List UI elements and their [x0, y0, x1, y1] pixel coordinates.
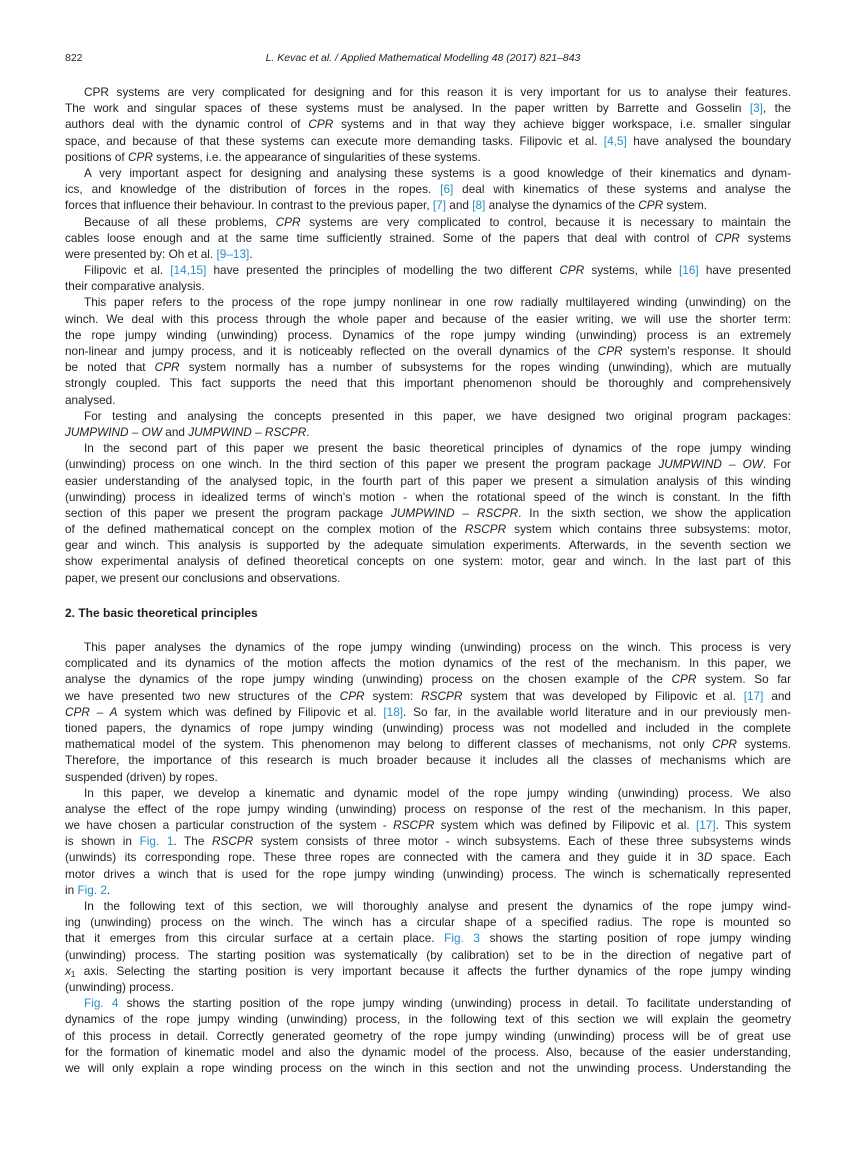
- text-line: we have presented two new structures of the CPR system: RSCPR system that was developed by Filipovic et al. [17] and: [65, 688, 791, 703]
- italic-term: RSCPR: [421, 688, 463, 703]
- text-line: (unwinding) process on one winch. In the third section of this paper we present the program package JUMPWIND – OW. For: [65, 457, 791, 472]
- text-line: for the formation of kinematic model and also the dynamic model of the process. Also, because of the easier understanding,: [65, 1044, 791, 1059]
- text-line: non-linear and jumpy process, and it is noticeably reflected on the overall dynamics of the CPR system's response. It should: [65, 344, 792, 358]
- citation-link[interactable]: Fig. 2: [77, 882, 107, 897]
- italic-term: CPR: [559, 263, 585, 278]
- paragraph: [65, 84, 791, 165]
- text-line: (unwinding) process in idealized terms of winch's motion - when the rotational speed of the winch is constant. In the fifth: [65, 489, 791, 504]
- text-line: paper, we present our conclusions and observations.: [65, 570, 341, 585]
- italic-term: RSCPR: [211, 834, 254, 849]
- italic-term: CPR – A: [65, 704, 118, 719]
- text-line: analyse the effect of the rope jumpy winding (unwinding) process on response of the rest of the mechanism. In this paper,: [65, 801, 791, 816]
- text-line: JUMPWIND – OW and JUMPWIND – RSCPR.: [65, 424, 310, 439]
- italic-term: CPR: [154, 360, 180, 375]
- text-line: For testing and analysing the concepts presented in this paper, we have designed two original program packages:: [84, 408, 791, 423]
- citation-link[interactable]: [18]: [383, 704, 404, 719]
- citation-link[interactable]: [17]: [695, 818, 716, 833]
- section-2-text: [65, 639, 791, 1076]
- text-line: This paper analyses the dynamics of the rope jumpy winding (unwinding) process on the winch. This process is very: [84, 640, 791, 654]
- citation-link[interactable]: [16]: [679, 263, 699, 278]
- paragraph: [65, 639, 791, 785]
- citation-link[interactable]: Fig. 3: [444, 931, 480, 946]
- paragraph: [65, 214, 791, 263]
- paragraph: [65, 898, 791, 995]
- text-line: dynamics of the rope jumpy winding (unwinding) process, in the following text of this section we will explain the geometry: [65, 1012, 791, 1027]
- citation-link[interactable]: Fig. 4: [84, 996, 119, 1011]
- section-heading: 2. The basic theoretical principles: [65, 606, 258, 620]
- text-line: (unwinding) process.: [65, 979, 174, 994]
- text-line: space, and because of that these systems can execute more demanding tasks. Filipovic et al. [4,5] have analysed the boundary: [65, 133, 791, 148]
- text-line: in Fig. 2.: [65, 882, 111, 897]
- italic-term: JUMPWIND – RSCPR: [390, 505, 519, 520]
- text-line: strongly coupled. This fact supports the need that this important phenomenon should be thoroughly and comprehensively: [65, 376, 791, 391]
- text-line: we have chosen a particular construction of the system - RSCPR system which was defined by Filipovic et al. [17]. This system: [65, 818, 791, 833]
- text-line: we will only explain a rope winding process on the winch in this section and not the unwinding process. Understanding the: [65, 1060, 791, 1075]
- text-line: complicated and its dynamics of the motion affects the motion dynamics of the rest of the mechanism. In this paper, we: [65, 656, 791, 671]
- text-line: Fig. 4 shows the starting position of the rope jumpy winding (unwinding) process in detail. To facilitate understanding of: [84, 996, 791, 1011]
- text-line: The work and singular spaces of these systems must be analysed. In the paper written by Barrette and Gosselin [3], the: [65, 101, 791, 116]
- text-line: of this process in detail. Correctly generated geometry of the rope jumpy winding (unwinding) process will be of great use: [65, 1028, 791, 1043]
- text-line: were presented by: Oh et al. [9–13].: [65, 246, 253, 261]
- text-line: section of this paper we present the program package JUMPWIND – RSCPR. In the sixth section, we show the application: [65, 505, 791, 520]
- text-line: is shown in Fig. 1. The RSCPR system consists of three motor - winch subsystems. Each of these three subsystems winds: [65, 834, 791, 849]
- text-line: easier understanding of the analysed topic, in the fourth part of this paper we present a simulation analysis of this winding: [65, 473, 791, 488]
- text-line: winch. We deal with this process through the whole paper and because of the easier writing, we will use the shorter term:: [65, 311, 791, 326]
- italic-term: x: [65, 963, 71, 978]
- citation-link[interactable]: [6]: [440, 182, 454, 197]
- text-line: Filipovic et al. [14,15] have presented the principles of modelling the two different CPR systems, while [16] have presented: [84, 263, 791, 278]
- subscript: 1: [70, 969, 76, 979]
- italic-term: CPR: [712, 737, 737, 752]
- paragraph: [65, 262, 791, 294]
- paragraph: [65, 294, 791, 407]
- italic-term: CPR: [638, 198, 664, 213]
- italic-term: JUMPWIND – OW: [658, 457, 763, 472]
- italic-term: CPR: [127, 149, 153, 164]
- italic-term: JUMPWIND – OW: [65, 424, 162, 439]
- italic-term: D: [703, 850, 713, 865]
- text-line: $x_1$ axis. Selecting the starting position is very important because it affects the further dynamics of the rope jumpy winding: [65, 963, 791, 979]
- paragraph: [65, 785, 791, 898]
- text-line: forces that influence their behaviour. In contrast to the previous paper, [7] and [8] analyse the dynamics of the CPR system.: [65, 198, 708, 213]
- italic-term: RSCPR: [464, 522, 507, 537]
- citation-link[interactable]: Fig. 1: [139, 834, 174, 849]
- paragraph: [65, 995, 791, 1076]
- text-line: In the following text of this section, we will thoroughly analyse and present the dynamics of the rope jumpy wind-: [84, 899, 791, 913]
- text-line: analysed.: [65, 392, 116, 407]
- text-line: ing (unwinding) process on the winch. The winch has a circular shape of a specified radius. The rope is mounted so: [65, 915, 791, 930]
- paragraph: [65, 408, 791, 440]
- italic-term: CPR: [275, 214, 301, 229]
- paragraph: [65, 440, 791, 586]
- text-line: tioned papers, the dynamics of rope jumpy winding (unwinding) process was not modelled and included in the complete: [65, 720, 791, 735]
- text-line: CPR – A system which was defined by Filipovic et al. [18]. So far, in the available world literature and in our previously men-: [65, 704, 791, 719]
- paragraph: [65, 165, 791, 214]
- text-line: their comparative analysis.: [65, 279, 205, 294]
- text-line: Because of all these problems, CPR systems are very complicated to control, because it is necessary to maintain the: [84, 214, 791, 229]
- italic-term: CPR: [671, 672, 697, 687]
- text-line: positions of CPR systems, i.e. the appearance of singularities of these systems.: [65, 149, 481, 164]
- text-line: cables loose enough and at the same time sufficiently strained. Some of the papers that deal with control of CPR systems: [65, 230, 791, 245]
- text-line: A very important aspect for designing and analysing these systems is a good knowledge of their kinematics and dynam-: [84, 165, 791, 180]
- text-line: gear and winch. This analysis is supported by the adequate simulation experiments. Afterwards, in the seventh section we: [65, 538, 791, 553]
- italic-term: CPR: [308, 117, 334, 132]
- citation-link[interactable]: [4,5]: [603, 133, 627, 148]
- citation-link[interactable]: [17]: [743, 688, 764, 703]
- text-line: suspended (driven) by ropes.: [65, 769, 218, 784]
- running-header: L. Kevac et al. / Applied Mathematical Modelling 48 (2017) 821–843: [265, 52, 581, 64]
- citation-link[interactable]: [7]: [432, 198, 447, 213]
- citation-link[interactable]: [14,15]: [170, 263, 207, 278]
- text-line: CPR systems are very complicated for designing and for this reason it is very important for us to analyse their features.: [84, 85, 791, 99]
- text-line: be noted that CPR system normally has a number of subsystems for the ropes winding (unwinding), which are mutually: [65, 360, 791, 375]
- text-line: This paper refers to the process of the rope jumpy nonlinear in one row radially multilayered winding (unwinding) on the: [84, 295, 791, 310]
- text-line: analyse the dynamics of the rope jumpy winding (unwinding) process on the chosen example of the CPR system. So far: [65, 672, 792, 687]
- citation-link[interactable]: [3]: [749, 101, 763, 116]
- text-line: Therefore, the importance of this research is much broader because it includes all the classes of mechanisms which are: [65, 753, 791, 768]
- text-line: In this paper, we develop a kinematic and dynamic model of the rope jumpy winding (unwinding) process. We also: [84, 785, 791, 800]
- text-line: authors deal with the dynamic control of CPR systems and in that way they achieve bigger workspace, i.e. smaller singular: [65, 117, 791, 132]
- text-line: mathematical model of the system. This phenomenon may belong to different classes of mechanisms, not only CPR systems.: [65, 737, 791, 752]
- text-line: (unwinds) its corresponding rope. These three ropes are connected with the camera and they guide it in 3D space. Each: [65, 850, 791, 865]
- text-line: ics, and knowledge of the distribution of forces in the ropes. [6] deal with kinematics of these systems and analyse the: [65, 182, 791, 197]
- italic-term: JUMPWIND – RSCPR: [188, 424, 307, 439]
- page-number: 822: [65, 52, 83, 64]
- intro-text: [65, 84, 791, 586]
- citation-link[interactable]: [8]: [472, 198, 486, 213]
- italic-term: CPR: [597, 344, 623, 358]
- text-line: (unwinding) process. The starting position was systematically (by calibration) set to be in the direction of negative part of: [65, 947, 791, 962]
- text-line: In the second part of this paper we present the basic theoretical principles of dynamics of the rope jumpy winding: [84, 441, 791, 456]
- citation-link[interactable]: [9–13]: [216, 246, 250, 261]
- italic-term: RSCPR: [393, 818, 435, 833]
- text-line: that it emerges from this circular surface at a certain place. Fig. 3 shows the starting position of rope jumpy winding: [65, 931, 792, 946]
- italic-term: CPR: [714, 230, 740, 245]
- italic-term: CPR: [339, 688, 365, 703]
- text-line: show experimental analysis of defined theoretical concepts on one system: motor, gear and winch. In the last part of this: [65, 554, 791, 569]
- text-line: of the defined mathematical concept on the complex motion of the RSCPR system which contains three subsystems: motor,: [65, 522, 792, 537]
- text-line: the rope jumpy winding (unwinding) process. Dynamics of the rope jumpy winding (unwinding) process is an extremely: [65, 327, 791, 342]
- text-line: motor drives a winch that is used for the rope jumpy winding (unwinding) process. The winch is schematically represented: [65, 866, 791, 881]
